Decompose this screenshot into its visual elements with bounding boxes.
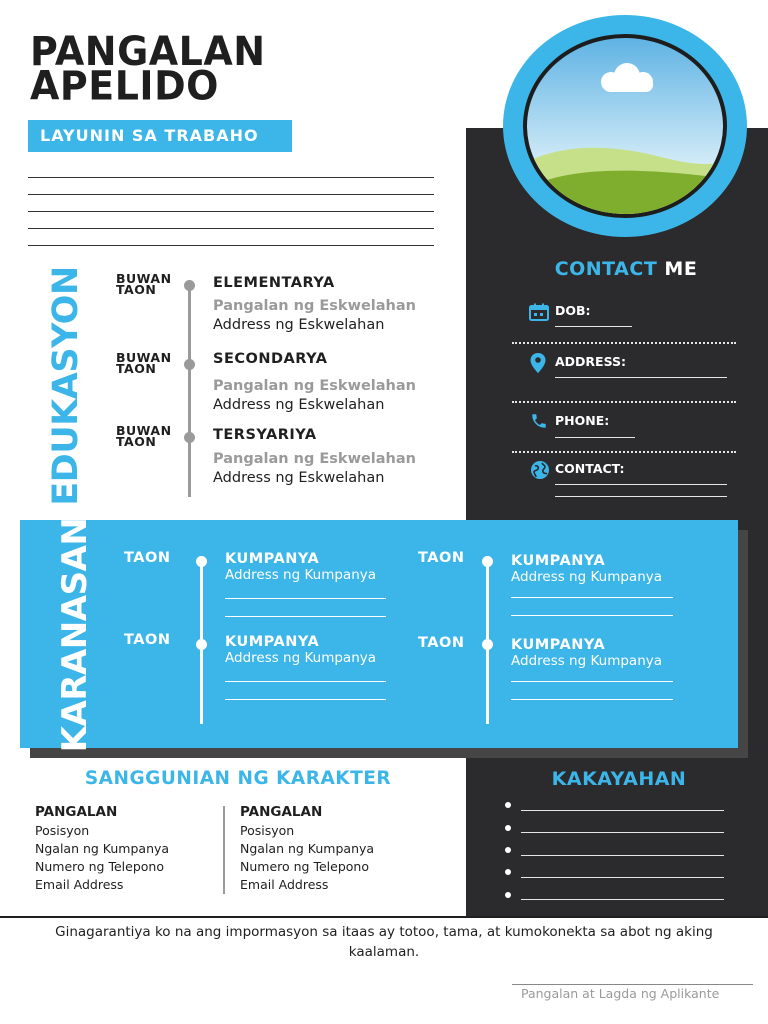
last-name: APELIDO (30, 62, 219, 109)
references-title: SANGGUNIAN NG KARAKTER (84, 768, 392, 789)
applicant-name (30, 28, 266, 109)
skill-bullet (505, 847, 511, 853)
phone-icon (530, 412, 548, 430)
reference-name: PANGALAN (240, 804, 323, 820)
skill-line[interactable] (521, 810, 724, 811)
phone-label: PHONE: (555, 413, 610, 428)
objective-line (28, 245, 434, 246)
skill-line[interactable] (521, 832, 724, 833)
company-name: KUMPANYA (225, 634, 320, 650)
signature-line[interactable] (512, 984, 753, 985)
first-name: PANGALAN (30, 28, 266, 75)
exp-line (511, 681, 673, 682)
skill-line[interactable] (521, 877, 724, 878)
contact-divider (512, 342, 736, 344)
company-name: KUMPANYA (511, 637, 606, 653)
company-address: Address ng Kumpanya (225, 650, 377, 666)
contact-title (466, 258, 768, 280)
edu-year: TAON (116, 282, 157, 297)
contact-field-line[interactable] (555, 484, 727, 485)
timeline-dot (184, 432, 195, 443)
location-pin-icon (530, 353, 546, 373)
edu-month: BUWAN (116, 423, 172, 438)
timeline-dot (482, 639, 493, 650)
reference-position: Posisyon (240, 823, 295, 838)
exp-year: TAON (418, 550, 465, 566)
company-name: KUMPANYA (225, 551, 320, 567)
exp-year: TAON (124, 550, 171, 566)
calendar-icon (529, 303, 549, 321)
reference-position: Posisyon (35, 823, 90, 838)
edu-level: ELEMENTARYA (213, 275, 335, 291)
contact-title-part2: ME (664, 258, 698, 280)
phone-field-line[interactable] (555, 437, 635, 438)
edu-date (116, 425, 172, 447)
reference-divider (223, 806, 225, 894)
footer-rule (0, 916, 768, 918)
school-name: Pangalan ng Eskwelahan (213, 451, 416, 467)
contact-divider (512, 451, 736, 453)
address-label: ADDRESS: (555, 354, 627, 369)
globe-icon (530, 460, 550, 480)
objective-badge: LAYUNIN SA TRABAHO (28, 120, 292, 152)
skill-line[interactable] (521, 855, 724, 856)
contact-title-part1: CONTACT (554, 258, 658, 280)
exp-line (225, 598, 386, 599)
edu-date (116, 352, 172, 374)
dob-label: DOB: (555, 303, 591, 318)
reference-email: Email Address (35, 877, 124, 892)
education-heading (40, 266, 92, 506)
edu-year: TAON (116, 434, 157, 449)
reference-card (240, 804, 374, 894)
company-address: Address ng Kumpanya (225, 567, 377, 583)
exp-line (225, 616, 386, 617)
guarantee-statement: Ginagarantiya ko na ang impormasyon sa itaas ay totoo, tama, at kumokonekta sa abot ng aking kaalaman. (55, 924, 713, 960)
exp-line (511, 699, 673, 700)
address-field-line[interactable] (555, 377, 727, 378)
reference-phone: Numero ng Telepono (240, 859, 369, 874)
school-address: Address ng Eskwelahan (213, 317, 385, 333)
objective-line (28, 228, 434, 229)
timeline-dot (482, 556, 493, 567)
timeline-dot (196, 639, 207, 650)
skill-line[interactable] (521, 899, 724, 900)
company-address: Address ng Kumpanya (511, 569, 663, 585)
objective-line (28, 211, 434, 212)
exp-line (511, 615, 673, 616)
edu-level: TERSYARIYA (213, 427, 317, 443)
education-title: EDUKASYON (46, 266, 86, 506)
signature-label: Pangalan at Lagda ng Aplikante (521, 986, 720, 1001)
exp-year: TAON (124, 632, 171, 648)
reference-name: PANGALAN (35, 804, 118, 820)
reference-company: Ngalan ng Kumpanya (35, 841, 170, 856)
school-address: Address ng Eskwelahan (213, 470, 385, 486)
skill-bullet (505, 892, 511, 898)
school-name: Pangalan ng Eskwelahan (213, 298, 416, 314)
edu-year: TAON (116, 361, 157, 376)
exp-year: TAON (418, 635, 465, 651)
skill-bullet (505, 825, 511, 831)
reference-email: Email Address (240, 877, 329, 892)
edu-date (116, 273, 172, 295)
edu-month: BUWAN (116, 350, 172, 365)
contact-field-line[interactable] (555, 496, 727, 497)
landscape-icon (527, 38, 723, 214)
reference-phone: Numero ng Telepono (35, 859, 164, 874)
experience-title: KARANASAN (55, 517, 95, 753)
school-address: Address ng Eskwelahan (213, 397, 385, 413)
contact-label: CONTACT: (555, 461, 625, 476)
experience-heading (46, 517, 104, 753)
skills-title: KAKAYAHAN (551, 768, 687, 790)
timeline-dot (196, 556, 207, 567)
edu-level: SECONDARYA (213, 351, 328, 367)
company-name: KUMPANYA (511, 553, 606, 569)
reference-card (35, 804, 169, 894)
photo-placeholder[interactable] (523, 34, 727, 218)
school-name: Pangalan ng Eskwelahan (213, 378, 416, 394)
timeline-dot (184, 359, 195, 370)
exp-line (225, 699, 386, 700)
company-address: Address ng Kumpanya (511, 653, 663, 669)
exp-line (225, 681, 386, 682)
objective-line (28, 177, 434, 178)
education-timeline (188, 283, 191, 497)
edu-month: BUWAN (116, 271, 172, 286)
skill-bullet (505, 869, 511, 875)
timeline-dot (184, 280, 195, 291)
contact-divider (512, 401, 736, 403)
skill-bullet (505, 802, 511, 808)
objective-line (28, 194, 434, 195)
reference-company: Ngalan ng Kumpanya (240, 841, 375, 856)
dob-field-line[interactable] (555, 326, 632, 327)
exp-line (511, 597, 673, 598)
